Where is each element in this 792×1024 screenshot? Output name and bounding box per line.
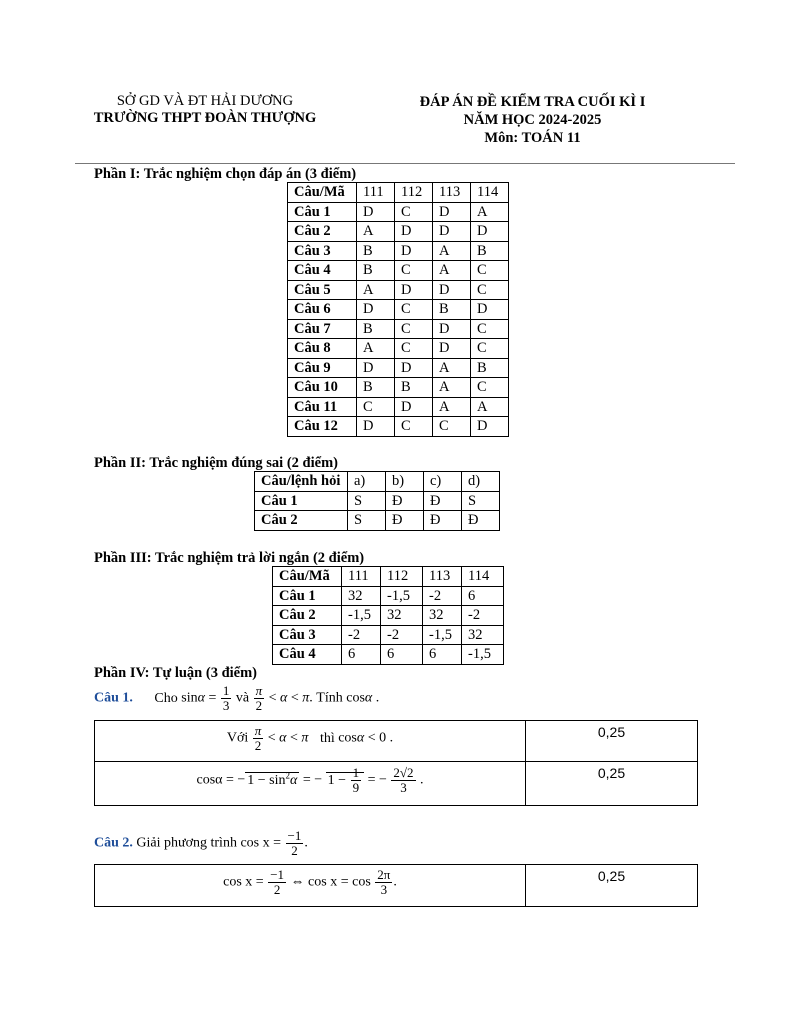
answer-cell: A <box>433 397 471 417</box>
table-header-cell: 113 <box>423 567 462 587</box>
header-divider <box>75 163 735 164</box>
table-header-cell: 111 <box>357 183 395 203</box>
answer-cell: D <box>471 300 509 320</box>
q1-answer-table <box>94 720 698 806</box>
answer-cell: C <box>471 378 509 398</box>
answer-cell: -2 <box>423 586 462 606</box>
table-row <box>288 397 509 417</box>
answer-cell: S <box>348 511 386 531</box>
answer-cell: D <box>433 222 471 242</box>
table-header-cell: Câu/Mã <box>288 183 357 203</box>
q1-statement: Câu 1. Cho sinα = $\frac{1}{3}$ và $\frac{\pi}{2}$ < α < π. Tính cosα . <box>94 683 380 713</box>
answer-cell: C <box>433 417 471 437</box>
answer-cell: 6 <box>342 645 381 665</box>
answer-cell: D <box>471 417 509 437</box>
answer-cell: Đ <box>386 511 424 531</box>
table-header-row <box>288 183 509 203</box>
answer-cell: C <box>471 280 509 300</box>
answer-cell: C <box>395 339 433 359</box>
part3-table <box>272 566 504 665</box>
table-header-cell: Câu/Mã <box>273 567 342 587</box>
answer-cell: C <box>471 319 509 339</box>
answer-cell: S <box>462 491 500 511</box>
q2-answer-table <box>94 864 698 907</box>
answer-cell: -1,5 <box>342 606 381 626</box>
table-header-cell: 112 <box>381 567 423 587</box>
department-name: SỞ GD VÀ ĐT HẢI DƯƠNG <box>116 93 294 109</box>
answer-cell: Đ <box>424 511 462 531</box>
table-row <box>288 241 509 261</box>
row-label: Câu 7 <box>288 319 357 339</box>
table-header-cell: 112 <box>395 183 433 203</box>
row-label: Câu 4 <box>288 261 357 281</box>
answer-cell: D <box>395 358 433 378</box>
answer-cell: A <box>433 358 471 378</box>
answer-cell: C <box>395 261 433 281</box>
row-label: Câu 1 <box>288 202 357 222</box>
row-label: Câu 1 <box>255 491 348 511</box>
answer-cell: D <box>433 319 471 339</box>
part1-table <box>287 182 509 437</box>
q2-label: Câu 2. <box>94 835 133 851</box>
answer-cell: D <box>357 300 395 320</box>
answer-cell: C <box>471 261 509 281</box>
table-row <box>288 300 509 320</box>
answer-cell: 32 <box>342 586 381 606</box>
row-label: Câu 9 <box>288 358 357 378</box>
table-header-cell: 114 <box>462 567 504 587</box>
table-header-row <box>255 472 500 492</box>
row-label: Câu 2 <box>288 222 357 242</box>
table-header-cell: 111 <box>342 567 381 587</box>
table-header-cell: d) <box>462 472 500 492</box>
table-row <box>288 261 509 281</box>
answer-cell: 6 <box>423 645 462 665</box>
table-row <box>273 606 504 626</box>
q1-step2: cosα = − $1 - \sin^2\alpha$ = − 1 − $\frac{1}{9}$ = − $\frac{2√2}{3}$ . <box>95 762 526 806</box>
answer-cell: B <box>395 378 433 398</box>
fraction-one-third: $\frac{1}{3}$ <box>222 683 230 713</box>
part4-title: Phần IV: Tự luận (3 điểm) <box>94 665 258 681</box>
row-label: Câu 12 <box>288 417 357 437</box>
q1-answer-row <box>95 721 698 762</box>
answer-cell: B <box>471 241 509 261</box>
answer-cell: -2 <box>381 625 423 645</box>
part1-title: Phần I: Trắc nghiệm chọn đáp án (3 điểm) <box>94 166 357 182</box>
table-row <box>255 511 500 531</box>
answer-cell: D <box>395 397 433 417</box>
table-header-row <box>273 567 504 587</box>
answer-cell: C <box>395 300 433 320</box>
answer-cell: C <box>395 202 433 222</box>
school-header <box>75 93 335 127</box>
table-row <box>255 491 500 511</box>
answer-cell: A <box>433 378 471 398</box>
table-header-cell: b) <box>386 472 424 492</box>
table-header-cell: a) <box>348 472 386 492</box>
answer-cell: A <box>471 397 509 417</box>
answer-cell: B <box>357 241 395 261</box>
q2-answer-row <box>95 865 698 907</box>
answer-cell: 6 <box>381 645 423 665</box>
table-row <box>288 222 509 242</box>
answer-cell: C <box>357 397 395 417</box>
school-year: NĂM HỌC 2024-2025 <box>463 112 602 128</box>
answer-cell: A <box>433 261 471 281</box>
answer-cell: A <box>357 280 395 300</box>
table-row <box>288 378 509 398</box>
row-label: Câu 1 <box>273 586 342 606</box>
row-label: Câu 3 <box>273 625 342 645</box>
answer-cell: D <box>395 280 433 300</box>
answer-cell: -2 <box>342 625 381 645</box>
q2-statement: Câu 2. Giải phương trình cos x = $\frac{-1}{2}$ . <box>94 828 308 858</box>
table-row <box>288 358 509 378</box>
answer-cell: A <box>433 241 471 261</box>
subject: Môn: TOÁN 11 <box>484 130 581 146</box>
part2-table <box>254 471 500 531</box>
table-row <box>273 586 504 606</box>
answer-cell: 32 <box>462 625 504 645</box>
answer-cell: B <box>433 300 471 320</box>
answer-cell: D <box>357 202 395 222</box>
answer-cell: B <box>471 358 509 378</box>
answer-cell: C <box>471 339 509 359</box>
answer-cell: -1,5 <box>381 586 423 606</box>
answer-cell: B <box>357 319 395 339</box>
answer-cell: -1,5 <box>462 645 504 665</box>
answer-cell: C <box>395 417 433 437</box>
table-header-cell: 114 <box>471 183 509 203</box>
answer-cell: D <box>433 339 471 359</box>
q1-step1-score: 0,25 <box>526 721 698 762</box>
table-row <box>288 339 509 359</box>
table-row <box>288 280 509 300</box>
table-row <box>288 417 509 437</box>
answer-cell: D <box>471 222 509 242</box>
table-header-cell: 113 <box>433 183 471 203</box>
answer-cell: Đ <box>386 491 424 511</box>
row-label: Câu 2 <box>273 606 342 626</box>
q1-step1: Với $\frac{\pi}{2}$ < α < π thì cosα < 0 . <box>95 721 526 762</box>
answer-cell: Đ <box>424 491 462 511</box>
answer-cell: A <box>357 222 395 242</box>
q1-step2-score: 0,25 <box>526 762 698 806</box>
table-row <box>288 202 509 222</box>
answer-cell: 6 <box>462 586 504 606</box>
exam-header <box>395 93 670 147</box>
answer-cell: B <box>357 261 395 281</box>
answer-cell: -2 <box>462 606 504 626</box>
table-header-cell: Câu/lệnh hỏi <box>255 472 348 492</box>
row-label: Câu 3 <box>288 241 357 261</box>
answer-cell: D <box>357 358 395 378</box>
school-name: TRƯỜNG THPT ĐOÀN THƯỢNG <box>93 110 317 126</box>
answer-cell: C <box>395 319 433 339</box>
row-label: Câu 5 <box>288 280 357 300</box>
answer-cell: D <box>395 222 433 242</box>
answer-cell: D <box>395 241 433 261</box>
answer-cell: B <box>357 378 395 398</box>
answer-cell: D <box>433 202 471 222</box>
table-row <box>288 319 509 339</box>
fraction-pi-half: $\frac{\pi}{2}$ <box>255 683 263 713</box>
answer-cell: 32 <box>423 606 462 626</box>
row-label: Câu 2 <box>255 511 348 531</box>
answer-cell: D <box>433 280 471 300</box>
q1-label: Câu 1. <box>94 690 133 706</box>
answer-cell: D <box>357 417 395 437</box>
answer-cell: 32 <box>381 606 423 626</box>
exam-title: ĐÁP ÁN ĐỀ KIỂM TRA CUỐI KÌ I <box>419 94 646 110</box>
table-row <box>273 645 504 665</box>
answer-cell: A <box>471 202 509 222</box>
part2-title: Phần II: Trắc nghiệm đúng sai (2 điểm) <box>94 455 338 471</box>
row-label: Câu 10 <box>288 378 357 398</box>
row-label: Câu 4 <box>273 645 342 665</box>
row-label: Câu 6 <box>288 300 357 320</box>
row-label: Câu 11 <box>288 397 357 417</box>
part3-title: Phần III: Trắc nghiệm trả lời ngắn (2 điểm) <box>94 550 365 566</box>
answer-cell: -1,5 <box>423 625 462 645</box>
q2-step1-score: 0,25 <box>526 865 698 907</box>
answer-cell: S <box>348 491 386 511</box>
answer-cell: A <box>357 339 395 359</box>
answer-cell: Đ <box>462 511 500 531</box>
table-header-cell: c) <box>424 472 462 492</box>
table-row <box>273 625 504 645</box>
row-label: Câu 8 <box>288 339 357 359</box>
q2-step1: cos x = $\frac{-1}{2}$ ⇔ cos x = cos $\frac{2\pi}{3}$ . <box>95 865 526 907</box>
q1-answer-row <box>95 762 698 806</box>
